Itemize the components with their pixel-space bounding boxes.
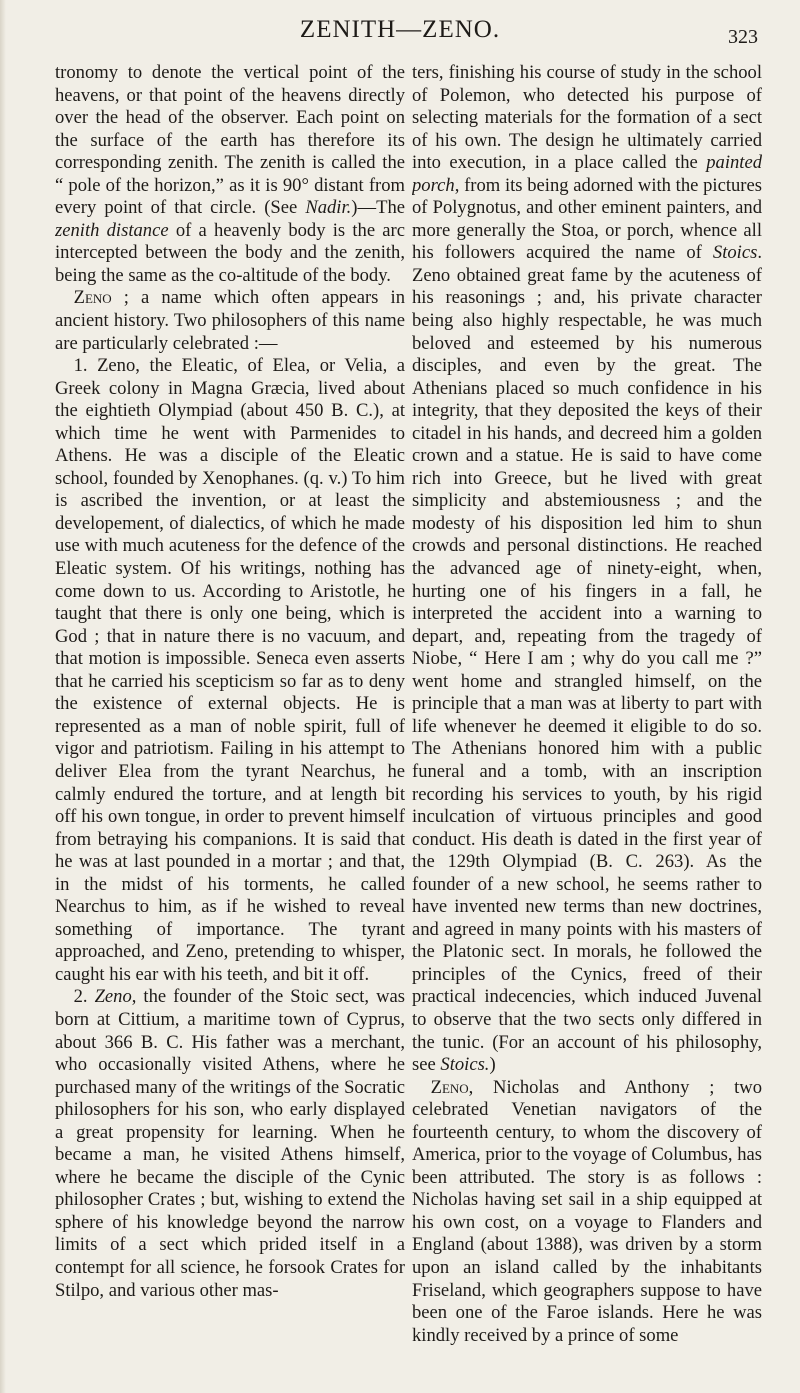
entry-name: Zeno — [94, 986, 132, 1008]
page-edge-shadow — [0, 0, 6, 1393]
zeno-navigators-entry: Zeno, Nicholas and Anthony ; two celebrated Venetian navigators of the fourteenth century, to whom the discovery of America, prior to the voyage of Columbus, has been attributed. The story is as follows : Nicholas having set sail in a ship equipped at his own cost, on a voyage to Flanders and England (about 1388), was driven by a storm upon an island called by the inhabitants Friseland, which geographers suppose to have been one of the Faroe islands. Here he was kindly received by a prince of some — [412, 1076, 762, 1346]
cross-reference: Nadir. — [305, 197, 352, 219]
entry-headword: Zeno — [430, 1076, 469, 1098]
page-header — [0, 16, 800, 56]
term-painted-porch: painted porch — [412, 152, 762, 196]
term-stoics: Stoics — [712, 242, 758, 264]
running-title: ZENITH—ZENO. — [299, 16, 501, 43]
left-column — [55, 62, 405, 1377]
right-column — [412, 62, 762, 1377]
zeno-entry-intro: Zeno ; a name which often appears in ancient history. Two philosophers of this name are particularly celebrated :— — [55, 287, 405, 354]
zeno-eleatic-paragraph: 1. Zeno, the Eleatic, of Elea, or Velia, a Greek colony in Magna Græcia, lived about the eightieth Olympiad (about 450 B. C.), at which time he went with Parmenides to Athens. He was a disciple of the Eleatic school, founded by Xenophanes. (q. v.) To him is ascribed the invention, or at least the developement, of dialectics, of which he made use with much acuteness for the defence of the Eleatic system. Of his writings, nothing has come down to us. According to Aristotle, he taught that there is only one being, which is God ; that in nature there is no vacuum, and that motion is impossible. Seneca even asserts that he carried his scepticism so far as to deny the existence of external objects. He is represented as a man of noble spirit, full of vigor and patriotism. Failing in his attempt to deliver Elea from the tyrant Nearchus, he calmly endured the torture, and at length bit off his own tongue, in order to prevent himself from betraying his companions. It is said that he was at last pounded in a mortar ; and that, in the midst of his torments, he called Nearchus to him, as if he wished to reveal something of importance. The tyrant approached, and Zeno, pretending to whisper, caught his ear with his teeth, and bit it off. — [55, 355, 405, 985]
term-zenith-distance: zenith distance — [55, 219, 169, 241]
zenith-paragraph: tronomy to denote the vertical point of the heavens, or that point of the heavens directly over the head of the observer. Each point on the surface of the earth has therefore its corresponding zenith. The zenith is called the “ pole of the horizon,” as it is 90° distant from every point of that circle. (See Nadir.)—The zenith distance of a heavenly body is the arc intercepted between the body and the zenith, being the same as the co-altitude of the body. — [55, 62, 405, 286]
zeno-stoic-continued: ters, finishing his course of study in the school of Polemon, who detected his purpose of selecting materials for the formation of a sect of his own. The design he ultimately carried into execution, in a place called the painted porch, from its being adorned with the pictures of Polygnotus, and other eminent painters, and more generally the Stoa, or porch, whence all his followers acquired the name of Stoics. Zeno obtained great fame by the acuteness of his reasonings ; and, his private character being also highly respectable, he was much beloved and esteemed by his numerous disciples, and even by the great. The Athenians placed so much confidence in his integrity, that they deposited the keys of their citadel in his hands, and decreed him a golden crown and a statue. He is said to have come rich into Greece, but he lived with great simplicity and abstemiousness ; and the modesty of his disposition led him to shun crowds and personal distinctions. He reached the advanced age of ninety-eight, when, hurting one of his fingers in a fall, he interpreted the accident into a warning to depart, and, repeating from the tragedy of Niobe, “ Here I am ; why do you call me ?” went home and strangled himself, on the principle that a man was at liberty to part with life whenever he deemed it eligible to do so. The Athenians honored him with a public funeral and a tomb, with an inscription recording his services to youth, by his rigid inculcation of virtuous principles and good conduct. His death is dated in the first year of the 129th Olympiad (B. C. 263). As the founder of a new school, he seems rather to have invented new terms than new doctrines, and agreed in many points with his masters of the Platonic sect. In morals, he followed the principles of the Cynics, freed of their practical indecencies, which induced Juvenal to observe that the two sects only differed in the tunic. (For an account of his philosophy, see Stoics.) — [412, 62, 762, 1076]
zeno-stoic-paragraph: 2. Zeno, the founder of the Stoic sect, was born at Cittium, a maritime town of Cyprus, about 366 B. C. His father was a merchant, who occasionally visited Athens, where he purchased many of the writings of the Socratic philosophers for his son, who early displayed a great propensity for learning. When he became a man, he visited Athens himself, where he became the disciple of the Cynic philosopher Crates ; but, wishing to extend the sphere of his knowledge beyond the narrow limits of a sect which prided itself in a contempt for all science, he forsook Crates for Stilpo, and various other mas- — [55, 986, 405, 1301]
cross-reference: Stoics. — [440, 1054, 490, 1076]
page-number: 323 — [728, 26, 758, 48]
entry-headword: Zeno — [73, 287, 112, 309]
